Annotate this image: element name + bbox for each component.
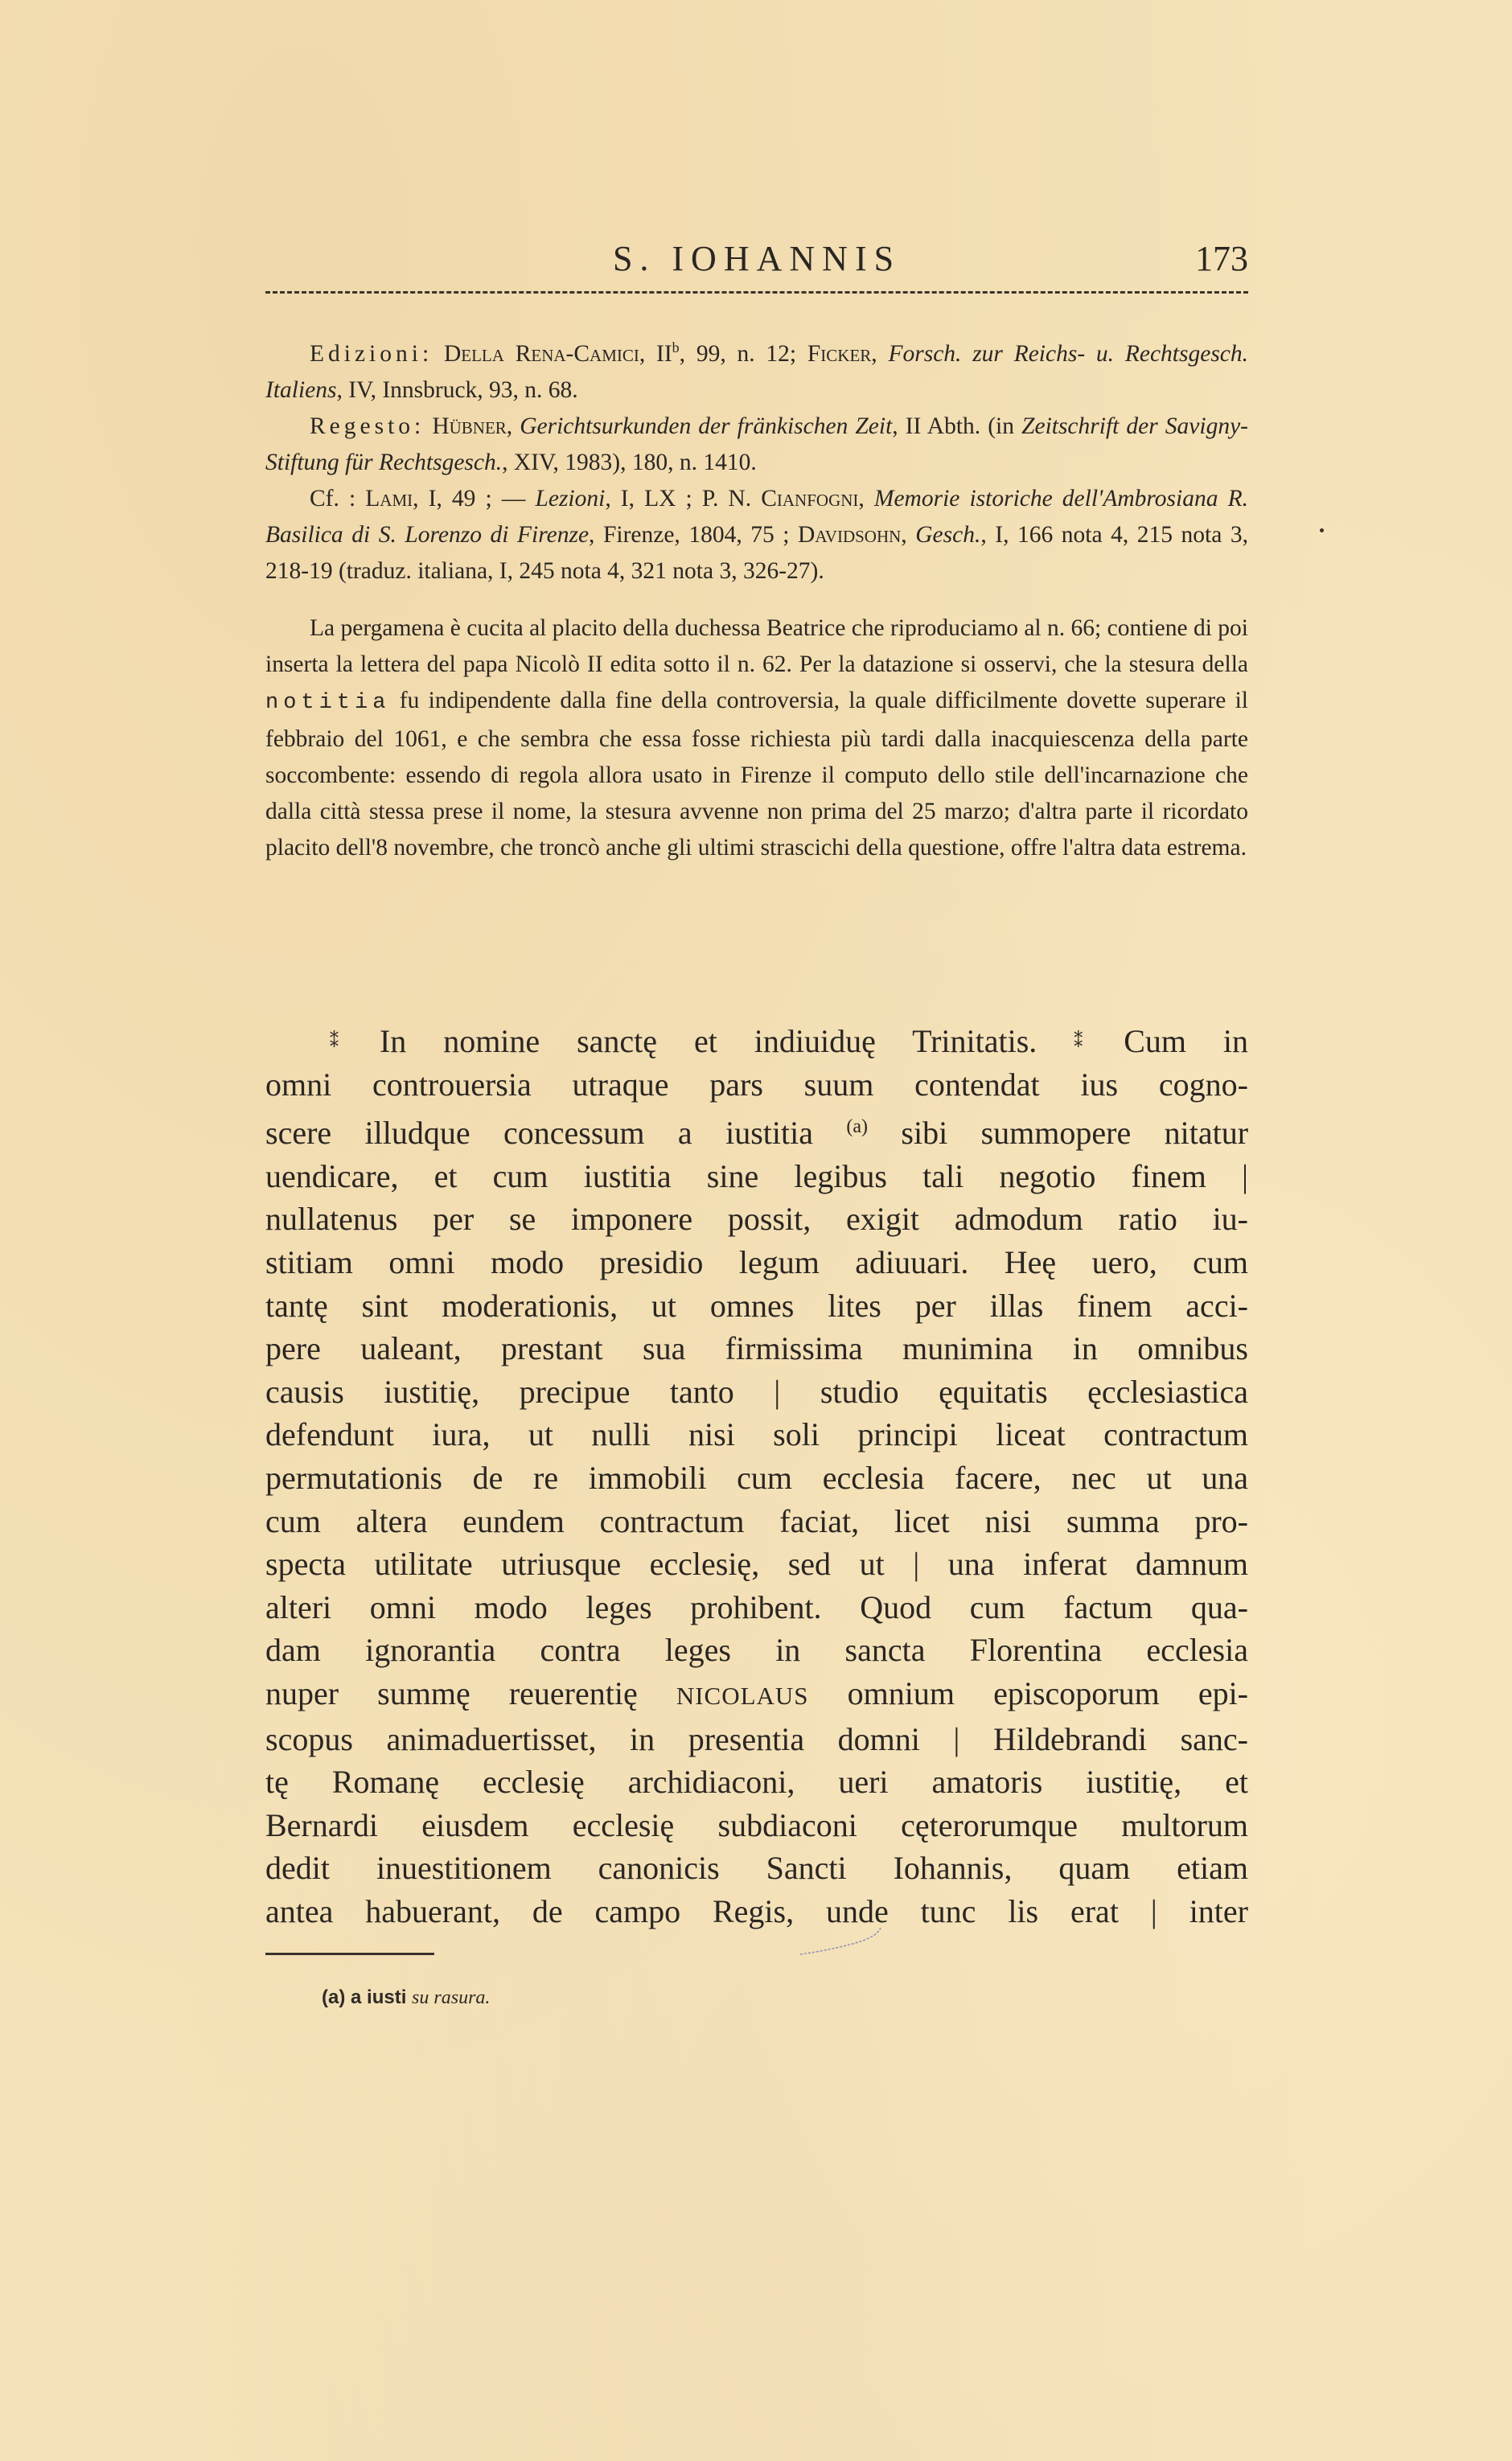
latin-line-1 bbox=[265, 1020, 1248, 1063]
latin-line: cum altera eundem contractum faciat, licet nisi summa pro- bbox=[265, 1502, 1248, 1539]
title-gesch: Gesch. bbox=[915, 521, 981, 548]
footnote-italic: su rasura. bbox=[412, 1987, 491, 2008]
cf-ref2: , Firenze, 1804, 75 ; bbox=[589, 521, 799, 548]
running-header bbox=[265, 230, 1248, 286]
title-memorie: Memorie istoriche dell'Ambrosiana R. Basilica di S. Lorenzo di Firenze bbox=[265, 485, 1248, 548]
author-huebner: Hübner bbox=[432, 413, 507, 439]
cf-label: Cf. : bbox=[310, 485, 366, 512]
latin-line bbox=[265, 1106, 1248, 1155]
critical-apparatus bbox=[265, 330, 1248, 866]
editions-ref-post: , 99, n. 12; bbox=[679, 340, 807, 367]
latin-line: scopus animaduertisset, in presentia domni | Hildebrandi sanc- bbox=[265, 1720, 1248, 1757]
cf-ref1: , I, 49 ; — bbox=[413, 485, 536, 512]
name-nicolaus: NICOLAUS bbox=[676, 1681, 809, 1710]
editions-ref2: , IV, Innsbruck, 93, n. 68. bbox=[336, 376, 578, 403]
journal-title: Zeitschrift der Savigny-Stiftung für Rechtsgesch. bbox=[265, 413, 1248, 475]
notitia-spaced-word: notitia bbox=[265, 690, 391, 715]
commentary-paragraph bbox=[265, 610, 1248, 866]
footnote-rule bbox=[265, 1953, 434, 1955]
latin-line: pere ualeant, prestant sua firmissima munimina in omnibus bbox=[265, 1330, 1248, 1367]
page-number: 173 bbox=[1195, 239, 1248, 278]
commentary-part2: fu indipendente dalla fine della controversia, la quale difficilmente dovette superare il febbraio del 1061, e che sembra che essa fosse richiesta più tardi dalla inacquiescenza della parte soccombente: essendo di regola allora usato in Firenze il computo dello stile dell'incarnazione che dalla città stessa prese il nome, la stesura avvenne non prima del 25 marzo; d'altra parte il ricordato placito dell'8 novembre, che troncò anche gli ultimi strascichi della questione, offre l'altra data estrema. bbox=[265, 687, 1248, 861]
sep: , bbox=[871, 340, 889, 367]
title-lezioni: Lezioni bbox=[535, 485, 606, 512]
editions-entry bbox=[265, 330, 1248, 409]
author-della-rena-camici: Della Rena-Camici bbox=[443, 340, 639, 367]
footnote-marker: (a) bbox=[322, 1986, 346, 2008]
latin-document-text bbox=[265, 1020, 1248, 1933]
line-text: omnium episcoporum epi- bbox=[847, 1674, 1249, 1711]
latin-line: tę Romanę ecclesię archidiaconi, ueri amatoris iustitię, et bbox=[265, 1764, 1248, 1801]
latin-line: alteri omni modo leges prohibent. Quod cum factum qua- bbox=[265, 1588, 1248, 1625]
latin-line bbox=[265, 1672, 1248, 1718]
latin-line: nullatenus per se imponere possit, exigit admodum ratio iu- bbox=[265, 1201, 1248, 1238]
cf-entry bbox=[265, 481, 1248, 590]
ink-speck bbox=[1320, 528, 1324, 532]
cf-ref1b: , I, LX ; P. N. bbox=[605, 485, 762, 512]
line-text: scere illudque concessum a iustitia bbox=[265, 1115, 813, 1152]
regesto-label: Regesto: bbox=[310, 413, 425, 439]
author-cianfogni: Cianfogni bbox=[761, 485, 859, 512]
editions-label: Edizioni: bbox=[310, 340, 433, 367]
editions-ref: , II bbox=[639, 340, 672, 367]
title-forsch: Forsch. zur Reichs- u. Rechtsgesch. Italiens bbox=[265, 340, 1249, 403]
running-title: S. IOHANNIS bbox=[612, 239, 902, 278]
cross-mark-icon: ⁑ bbox=[1074, 1031, 1083, 1051]
latin-line: specta utilitate utriusque ecclesię, sed ut | una inferat damnum bbox=[265, 1546, 1248, 1583]
latin-line: stitiam omni modo presidio legum adiuuari. Heę uero, cum bbox=[265, 1243, 1248, 1280]
regesto-mid: , II Abth. (in bbox=[892, 413, 1022, 439]
line-text: Cum in bbox=[1124, 1023, 1249, 1059]
line-text: nuper summę reuerentię bbox=[265, 1674, 638, 1711]
latin-line: omni controuersia utraque pars suum contendat ius cogno- bbox=[265, 1066, 1248, 1103]
author-ficker: Ficker bbox=[807, 340, 872, 367]
latin-line: permutationis de re immobili cum ecclesia facere, nec ut una bbox=[265, 1459, 1248, 1496]
line-text: sibi summopere nitatur bbox=[901, 1115, 1249, 1152]
latin-line: antea habuerant, de campo Regis, unde tunc lis erat | inter bbox=[265, 1892, 1248, 1929]
author-davidsohn: Davidsohn bbox=[798, 521, 902, 548]
pencil-mark-icon bbox=[796, 1926, 885, 1958]
title-gerichtsurkunden: Gerichtsurkunden der fränkischen Zeit bbox=[520, 413, 893, 439]
latin-line: uendicare, et cum iustitia sine legibus tali negotio finem | bbox=[265, 1157, 1248, 1194]
cf-ref3: , I, 166 nota 4, 215 nota 3, 218-19 (traduz. italiana, I, 245 nota 4, 321 nota 3, 326-27). bbox=[265, 521, 1249, 584]
regesto-entry bbox=[265, 409, 1248, 481]
latin-line: defendunt iura, ut nulli nisi soli principi liceat contractum bbox=[265, 1416, 1248, 1453]
cross-mark-icon: ⁑ bbox=[330, 1031, 339, 1051]
sep: , bbox=[901, 521, 916, 548]
sep: , bbox=[858, 485, 874, 512]
header-rule bbox=[265, 291, 1248, 294]
editions-sup: b bbox=[672, 339, 680, 355]
latin-line: Bernardi eiusdem ecclesię subdiaconi cęterorumque multorum bbox=[265, 1806, 1248, 1843]
latin-line: causis iustitię, precipue tanto | studio ęquitatis ęcclesiastica bbox=[265, 1373, 1248, 1410]
note-marker-a: (a) bbox=[846, 1116, 869, 1138]
regesto-post: , XIV, 1983), 180, n. 1410. bbox=[502, 449, 757, 475]
latin-line: dedit inuestitionem canonicis Sancti Iohannis, quam etiam bbox=[265, 1850, 1248, 1887]
latin-line: tantę sint moderationis, ut omnes lites per illas finem acci- bbox=[265, 1287, 1248, 1324]
author-lami: Lami bbox=[365, 485, 413, 512]
footnote-text: a iusti bbox=[351, 1986, 407, 2008]
latin-line: dam ignorantia contra leges in sancta Florentina ecclesia bbox=[265, 1632, 1248, 1669]
invocation: In nomine sanctę et indiuiduę Trinitatis. bbox=[379, 1023, 1037, 1059]
sep: , bbox=[506, 413, 520, 439]
commentary-part1: La pergamena è cucita al placito della duchessa Beatrice che riproduciamo al n. 66; contiene di poi inserta la lettera del papa Nicolò II edita sotto il n. 62. Per la datazione si osservi, che la stesura della bbox=[265, 614, 1248, 677]
footnote bbox=[322, 1986, 490, 2009]
